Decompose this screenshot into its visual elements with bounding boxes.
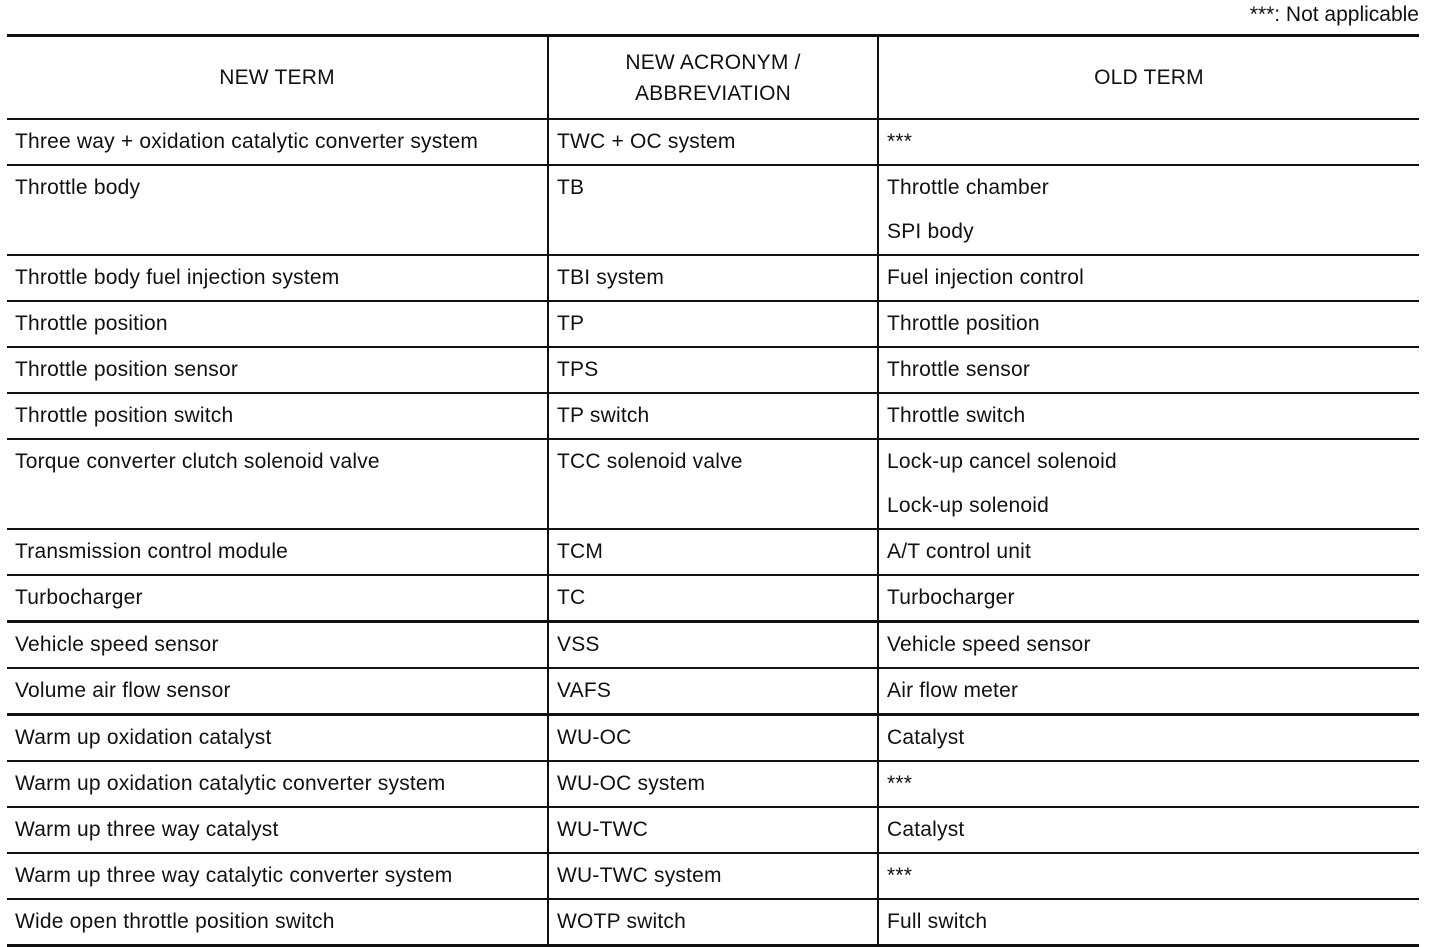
old-term-cell [878, 715, 1419, 762]
old-term-cell [878, 393, 1419, 439]
new-term-cell: Warm up three way catalyst [7, 807, 548, 853]
old-term-text: Throttle position [887, 312, 1040, 335]
old-term-text: Full switch [887, 910, 988, 933]
old-term-text: *** [887, 772, 913, 795]
old-term-cell [878, 255, 1419, 301]
acronym-cell: TP switch [548, 393, 878, 439]
table-body [7, 119, 1419, 946]
acronym-cell: TP [548, 301, 878, 347]
acronym-cell: WU-TWC system [548, 853, 878, 899]
old-term-cell [878, 853, 1419, 899]
acronym-cell: WOTP switch [548, 899, 878, 946]
old-term-text: Air flow meter [887, 679, 1019, 702]
old-term-cell [878, 529, 1419, 575]
old-term-text: SPI body [887, 220, 974, 243]
old-term-text: Fuel injection control [887, 266, 1084, 289]
table-row [7, 439, 1419, 529]
header-acronym-line1: NEW ACRONYM / [625, 50, 801, 74]
old-term-cell [878, 439, 1419, 529]
table-row [7, 347, 1419, 393]
table-row [7, 668, 1419, 715]
old-term-cell [878, 899, 1419, 946]
new-term-cell: Warm up three way catalytic converter system [7, 853, 548, 899]
old-term-cell [878, 165, 1419, 255]
not-applicable-note: ***: Not applicable [1249, 3, 1419, 26]
old-term-text: Catalyst [887, 726, 965, 749]
table-row [7, 761, 1419, 807]
new-term-cell: Torque converter clutch solenoid valve [7, 439, 548, 529]
old-term-text: Vehicle speed sensor [887, 633, 1091, 656]
table-row [7, 622, 1419, 669]
old-term-text: Lock-up solenoid [887, 494, 1049, 517]
acronym-cell: TPS [548, 347, 878, 393]
acronym-cell: VAFS [548, 668, 878, 715]
table-row [7, 165, 1419, 255]
new-term-cell: Throttle position [7, 301, 548, 347]
new-term-cell: Throttle body [7, 165, 548, 255]
header-old-term: OLD TERM [878, 36, 1419, 120]
new-term-cell: Volume air flow sensor [7, 668, 548, 715]
new-term-cell: Turbocharger [7, 575, 548, 622]
old-term-text: Throttle chamber [887, 176, 1049, 199]
acronym-cell: TBI system [548, 255, 878, 301]
new-term-cell: Warm up oxidation catalyst [7, 715, 548, 762]
old-term-text: A/T control unit [887, 540, 1032, 563]
acronym-cell: WU-OC [548, 715, 878, 762]
old-term-cell [878, 807, 1419, 853]
old-term-text: Throttle sensor [887, 358, 1031, 381]
table-row [7, 899, 1419, 946]
old-term-cell [878, 119, 1419, 165]
table-row [7, 575, 1419, 622]
acronym-cell: WU-OC system [548, 761, 878, 807]
old-term-text: *** [887, 864, 913, 887]
table-header-row [7, 36, 1419, 120]
old-term-cell [878, 761, 1419, 807]
old-term-text: Throttle switch [887, 404, 1026, 427]
header-acronym-line2: ABBREVIATION [634, 81, 792, 105]
header-new-acronym [548, 36, 878, 120]
new-term-cell: Wide open throttle position switch [7, 899, 548, 946]
old-term-cell [878, 668, 1419, 715]
table-row [7, 853, 1419, 899]
old-term-cell [878, 575, 1419, 622]
old-term-cell [878, 301, 1419, 347]
table-row [7, 301, 1419, 347]
new-term-cell: Throttle body fuel injection system [7, 255, 548, 301]
table-row [7, 255, 1419, 301]
old-term-cell [878, 347, 1419, 393]
old-term-text: *** [887, 130, 913, 153]
old-term-text: Catalyst [887, 818, 965, 841]
acronym-cell: TC [548, 575, 878, 622]
acronym-cell: TB [548, 165, 878, 255]
acronym-cell: VSS [548, 622, 878, 669]
table-row [7, 529, 1419, 575]
table-row [7, 715, 1419, 762]
header-new-term: NEW TERM [7, 36, 548, 120]
acronym-cell: TCC solenoid valve [548, 439, 878, 529]
table-row [7, 119, 1419, 165]
new-term-cell: Warm up oxidation catalytic converter system [7, 761, 548, 807]
acronym-cell: WU-TWC [548, 807, 878, 853]
new-term-cell: Throttle position sensor [7, 347, 548, 393]
new-term-cell: Throttle position switch [7, 393, 548, 439]
acronym-cell: TCM [548, 529, 878, 575]
table-row [7, 807, 1419, 853]
table-row [7, 393, 1419, 439]
old-term-text: Lock-up cancel solenoid [887, 450, 1117, 473]
old-term-cell [878, 622, 1419, 669]
terminology-table [7, 34, 1419, 947]
new-term-cell: Vehicle speed sensor [7, 622, 548, 669]
new-term-cell: Transmission control module [7, 529, 548, 575]
old-term-text: Turbocharger [887, 586, 1015, 609]
new-term-cell: Three way + oxidation catalytic converter system [7, 119, 548, 165]
acronym-cell: TWC + OC system [548, 119, 878, 165]
